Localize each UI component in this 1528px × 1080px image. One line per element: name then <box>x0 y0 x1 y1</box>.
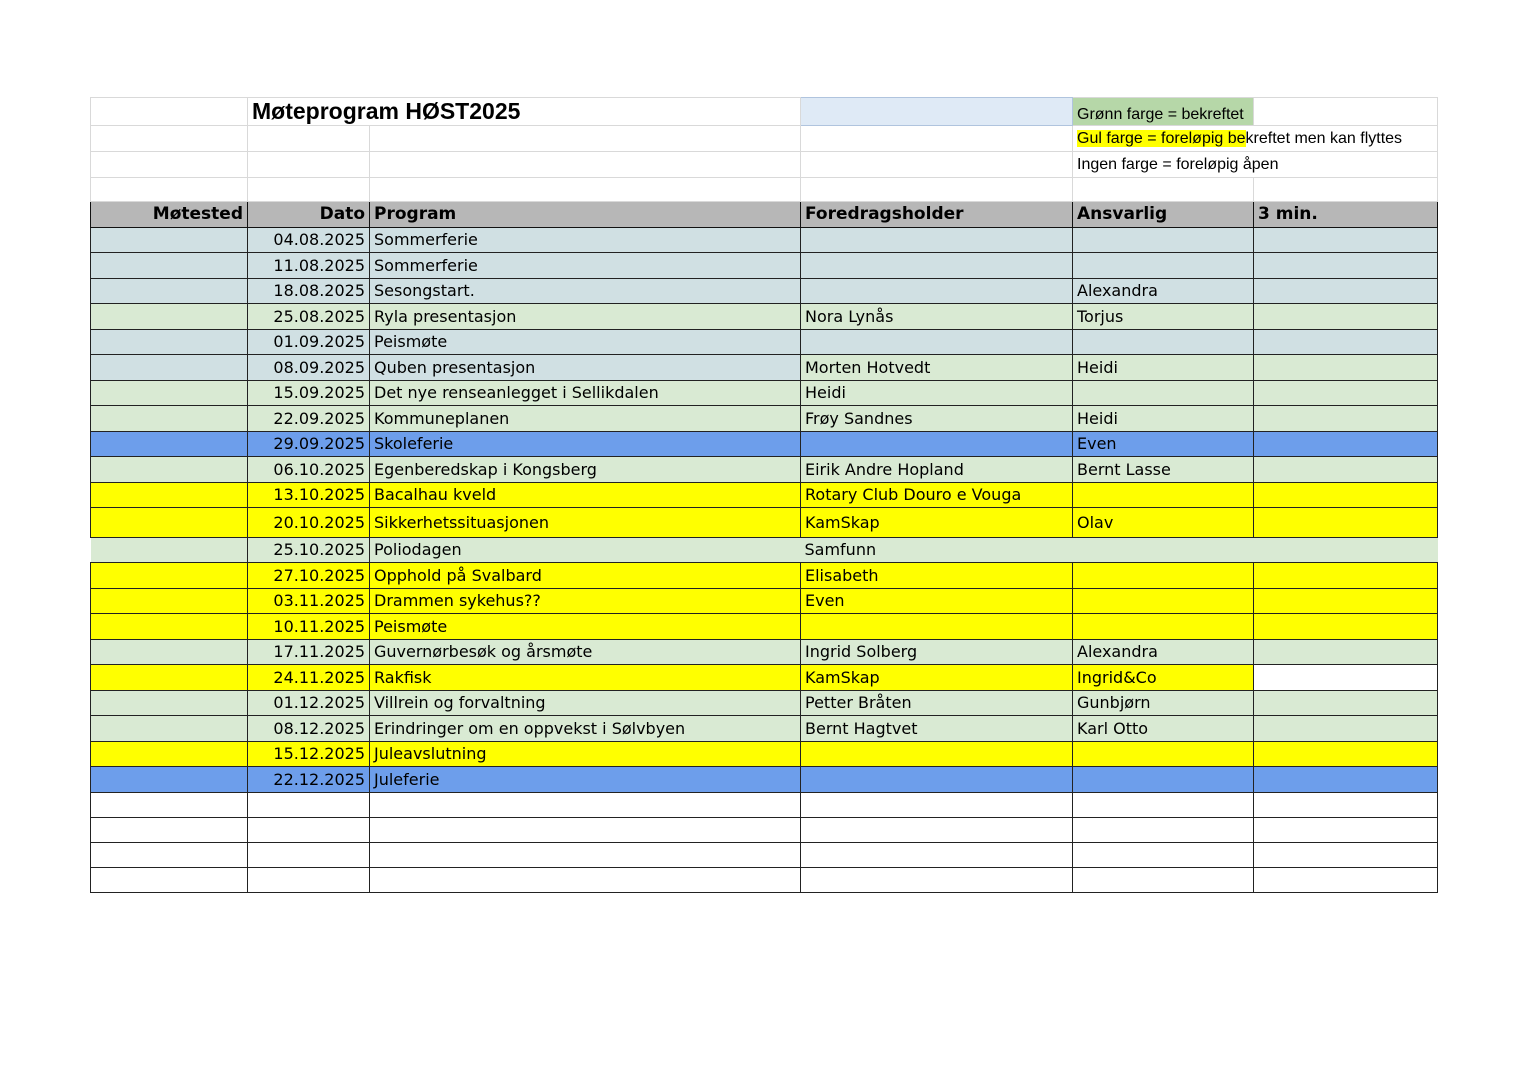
table-row <box>91 508 1438 538</box>
cell-3min[interactable] <box>1254 432 1438 457</box>
cell[interactable] <box>801 152 1073 178</box>
cell[interactable] <box>91 793 248 818</box>
cell[interactable] <box>370 152 801 178</box>
cell-program[interactable]: Peismøte <box>370 614 801 640</box>
cell-foredragsholder[interactable] <box>801 253 1073 279</box>
cell-3min[interactable] <box>1254 589 1438 614</box>
cell-motested[interactable] <box>91 563 248 589</box>
cell-dato[interactable]: 17.11.2025 <box>248 640 370 665</box>
cell-ansvarlig[interactable] <box>1073 614 1254 640</box>
cell-ansvarlig[interactable]: Ingrid&Co <box>1073 665 1254 691</box>
legend-yellow[interactable] <box>1073 126 1438 152</box>
cell-ansvarlig[interactable]: Torjus <box>1073 304 1254 330</box>
cell-dato[interactable]: 24.11.2025 <box>248 665 370 691</box>
cell-program[interactable]: Sikkerhetssituasjonen <box>370 508 801 538</box>
cell[interactable] <box>1254 178 1438 202</box>
cell-foredragsholder[interactable] <box>801 279 1073 304</box>
cell-ansvarlig[interactable]: Alexandra <box>1073 640 1254 665</box>
cell-program[interactable]: Egenberedskap i Kongsberg <box>370 457 801 483</box>
cell-program[interactable]: Ryla presentasjon <box>370 304 801 330</box>
cell[interactable] <box>801 126 1073 152</box>
cell-ansvarlig[interactable]: Gunbjørn <box>1073 691 1254 716</box>
cell-3min[interactable] <box>1254 563 1438 589</box>
cell-dato[interactable]: 08.12.2025 <box>248 716 370 742</box>
cell[interactable] <box>1254 818 1438 843</box>
cell[interactable] <box>248 793 370 818</box>
cell[interactable] <box>1073 868 1254 893</box>
cell-foredragsholder[interactable]: Eirik Andre Hopland <box>801 457 1073 483</box>
cell[interactable] <box>248 818 370 843</box>
cell-foredragsholder[interactable] <box>801 742 1073 767</box>
cell-program[interactable]: Rakfisk <box>370 665 801 691</box>
cell-3min[interactable] <box>1254 538 1438 563</box>
cell-foredragsholder[interactable]: Even <box>801 589 1073 614</box>
cell-program[interactable]: Juleferie <box>370 767 801 793</box>
cell-foredragsholder[interactable] <box>801 614 1073 640</box>
cell-foredragsholder[interactable]: Heidi <box>801 381 1073 406</box>
cell-program[interactable]: Juleavslutning <box>370 742 801 767</box>
cell[interactable] <box>801 793 1073 818</box>
table-row <box>91 767 1438 793</box>
table-row <box>91 665 1438 691</box>
table-row <box>91 253 1438 279</box>
cell[interactable] <box>1073 818 1254 843</box>
cell-dato[interactable]: 15.09.2025 <box>248 381 370 406</box>
cell-ansvarlig[interactable]: Karl Otto <box>1073 716 1254 742</box>
cell-dato[interactable]: 18.08.2025 <box>248 279 370 304</box>
cell-3min[interactable] <box>1254 767 1438 793</box>
empty-row <box>91 843 1438 868</box>
cell-motested[interactable] <box>91 665 248 691</box>
cell-motested[interactable] <box>91 691 248 716</box>
cell-3min[interactable] <box>1254 381 1438 406</box>
cell-3min[interactable] <box>1254 228 1438 253</box>
cell-motested[interactable] <box>91 330 248 355</box>
legend-yellow-highlight: Gul farge = foreløpig be <box>1077 129 1246 147</box>
cell-ansvarlig[interactable] <box>1073 381 1254 406</box>
cell-program[interactable]: Skoleferie <box>370 432 801 457</box>
cell-ansvarlig[interactable]: Even <box>1073 432 1254 457</box>
cell-foredragsholder[interactable]: Morten Hotvedt <box>801 355 1073 381</box>
cell[interactable] <box>801 843 1073 868</box>
cell-motested[interactable] <box>91 432 248 457</box>
cell-dato[interactable]: 15.12.2025 <box>248 742 370 767</box>
cell-dato[interactable]: 25.08.2025 <box>248 304 370 330</box>
cell-dato[interactable]: 01.12.2025 <box>248 691 370 716</box>
table-row <box>91 304 1438 330</box>
cell-3min[interactable] <box>1254 457 1438 483</box>
cell-ansvarlig[interactable] <box>1073 742 1254 767</box>
header-program[interactable]: Program <box>370 202 801 228</box>
cell-program[interactable]: Sesongstart. <box>370 279 801 304</box>
selected-cell[interactable] <box>801 98 1073 126</box>
cell-ansvarlig[interactable] <box>1073 483 1254 508</box>
table-row <box>91 432 1438 457</box>
cell-ansvarlig[interactable]: Olav <box>1073 508 1254 538</box>
cell-motested[interactable] <box>91 483 248 508</box>
cell-program[interactable]: Peismøte <box>370 330 801 355</box>
page-title[interactable]: Møteprogram HØST2025 <box>248 98 801 126</box>
cell-foredragsholder[interactable]: Ingrid Solberg <box>801 640 1073 665</box>
table-row <box>91 279 1438 304</box>
cell-3min[interactable] <box>1254 279 1438 304</box>
cell-motested[interactable] <box>91 716 248 742</box>
table-row <box>91 742 1438 767</box>
cell-dato[interactable]: 20.10.2025 <box>248 508 370 538</box>
legend-none[interactable]: Ingen farge = foreløpig åpen <box>1073 152 1438 178</box>
cell-motested[interactable] <box>91 742 248 767</box>
cell-dato[interactable]: 25.10.2025 <box>248 538 370 563</box>
cell[interactable] <box>370 868 801 893</box>
cell-motested[interactable] <box>91 457 248 483</box>
cell-dato[interactable]: 11.08.2025 <box>248 253 370 279</box>
cell-dato[interactable]: 27.10.2025 <box>248 563 370 589</box>
table-row <box>91 381 1438 406</box>
cell-3min[interactable] <box>1254 742 1438 767</box>
cell[interactable] <box>1254 843 1438 868</box>
table-row <box>91 563 1438 589</box>
cell-3min[interactable] <box>1254 691 1438 716</box>
cell-ansvarlig[interactable]: Alexandra <box>1073 279 1254 304</box>
cell[interactable] <box>91 126 248 152</box>
header-3min[interactable]: 3 min. <box>1254 202 1438 228</box>
cell-ansvarlig[interactable] <box>1073 228 1254 253</box>
empty-row <box>91 818 1438 843</box>
cell[interactable] <box>801 868 1073 893</box>
cell-motested[interactable] <box>91 381 248 406</box>
header-foredragsholder[interactable]: Foredragsholder <box>801 202 1073 228</box>
table-row <box>91 406 1438 432</box>
cell-motested[interactable] <box>91 538 248 563</box>
cell-dato[interactable]: 03.11.2025 <box>248 589 370 614</box>
cell[interactable] <box>370 793 801 818</box>
cell-3min[interactable] <box>1254 665 1438 691</box>
cell-motested[interactable] <box>91 253 248 279</box>
cell-ansvarlig[interactable] <box>1073 538 1254 563</box>
cell[interactable] <box>91 98 248 126</box>
table-row <box>91 457 1438 483</box>
cell-ansvarlig[interactable] <box>1073 767 1254 793</box>
cell[interactable] <box>1073 178 1254 202</box>
cell-3min[interactable] <box>1254 640 1438 665</box>
cell[interactable] <box>91 818 248 843</box>
legend-green[interactable]: Grønn farge = bekreftet <box>1073 98 1254 126</box>
cell-program[interactable]: Bacalhau kveld <box>370 483 801 508</box>
table-row <box>91 589 1438 614</box>
cell-dato[interactable]: 22.12.2025 <box>248 767 370 793</box>
cell-motested[interactable] <box>91 355 248 381</box>
cell[interactable] <box>91 178 248 202</box>
cell-foredragsholder[interactable] <box>801 330 1073 355</box>
cell[interactable] <box>248 843 370 868</box>
header-dato[interactable]: Dato <box>248 202 370 228</box>
table-row <box>91 330 1438 355</box>
cell-program[interactable]: Sommerferie <box>370 253 801 279</box>
table-row <box>91 355 1438 381</box>
cell-foredragsholder[interactable]: KamSkap <box>801 665 1073 691</box>
cell[interactable] <box>1254 98 1438 126</box>
cell-foredragsholder[interactable]: Rotary Club Douro e Vouga <box>801 483 1073 508</box>
cell-foredragsholder[interactable]: Elisabeth <box>801 563 1073 589</box>
cell-motested[interactable] <box>91 614 248 640</box>
cell[interactable] <box>370 178 801 202</box>
cell[interactable] <box>1073 843 1254 868</box>
cell-ansvarlig[interactable] <box>1073 563 1254 589</box>
cell-foredragsholder[interactable]: Petter Bråten <box>801 691 1073 716</box>
cell-dato[interactable]: 13.10.2025 <box>248 483 370 508</box>
cell[interactable] <box>801 178 1073 202</box>
cell-foredragsholder[interactable]: Samfunn <box>801 538 1073 563</box>
table-row <box>91 640 1438 665</box>
cell-foredragsholder[interactable]: Nora Lynås <box>801 304 1073 330</box>
cell-program[interactable]: Kommuneplanen <box>370 406 801 432</box>
table-row <box>91 538 1438 563</box>
cell-ansvarlig[interactable] <box>1073 330 1254 355</box>
cell-foredragsholder[interactable] <box>801 228 1073 253</box>
cell[interactable] <box>801 818 1073 843</box>
cell-dato[interactable]: 06.10.2025 <box>248 457 370 483</box>
cell-3min[interactable] <box>1254 614 1438 640</box>
cell-3min[interactable] <box>1254 406 1438 432</box>
table-row <box>91 716 1438 742</box>
header-row <box>91 202 1438 228</box>
cell-3min[interactable] <box>1254 330 1438 355</box>
cell[interactable] <box>370 843 801 868</box>
cell-program[interactable]: Poliodagen <box>370 538 801 563</box>
cell-motested[interactable] <box>91 508 248 538</box>
cell[interactable] <box>248 868 370 893</box>
cell-3min[interactable] <box>1254 253 1438 279</box>
cell[interactable] <box>91 843 248 868</box>
cell-dato[interactable]: 04.08.2025 <box>248 228 370 253</box>
cell-dato[interactable]: 08.09.2025 <box>248 355 370 381</box>
cell[interactable] <box>1254 868 1438 893</box>
cell-foredragsholder[interactable]: KamSkap <box>801 508 1073 538</box>
header-motested[interactable]: Møtested <box>91 202 248 228</box>
cell-foredragsholder[interactable]: Bernt Hagtvet <box>801 716 1073 742</box>
cell-3min[interactable] <box>1254 304 1438 330</box>
cell-motested[interactable] <box>91 640 248 665</box>
cell-foredragsholder[interactable]: Frøy Sandnes <box>801 406 1073 432</box>
cell[interactable] <box>248 126 370 152</box>
table-row <box>91 483 1438 508</box>
empty-row <box>91 868 1438 893</box>
cell-program[interactable]: Quben presentasjon <box>370 355 801 381</box>
cell[interactable] <box>1073 793 1254 818</box>
cell[interactable] <box>91 152 248 178</box>
cell-program[interactable]: Sommerferie <box>370 228 801 253</box>
header-ansvarlig[interactable]: Ansvarlig <box>1073 202 1254 228</box>
schedule-sheet <box>90 97 1438 893</box>
cell-foredragsholder[interactable] <box>801 767 1073 793</box>
table-row <box>91 691 1438 716</box>
cell-motested[interactable] <box>91 228 248 253</box>
cell-ansvarlig[interactable]: Heidi <box>1073 406 1254 432</box>
cell-motested[interactable] <box>91 279 248 304</box>
cell[interactable] <box>1254 793 1438 818</box>
cell-program[interactable]: Drammen sykehus?? <box>370 589 801 614</box>
cell[interactable] <box>370 818 801 843</box>
cell[interactable] <box>248 178 370 202</box>
cell-motested[interactable] <box>91 406 248 432</box>
cell-ansvarlig[interactable]: Heidi <box>1073 355 1254 381</box>
cell-program[interactable]: Guvernørbesøk og årsmøte <box>370 640 801 665</box>
cell-motested[interactable] <box>91 767 248 793</box>
cell-program[interactable]: Villrein og forvaltning <box>370 691 801 716</box>
empty-row <box>91 793 1438 818</box>
cell-foredragsholder[interactable] <box>801 432 1073 457</box>
table-row <box>91 614 1438 640</box>
cell-dato[interactable]: 01.09.2025 <box>248 330 370 355</box>
cell-3min[interactable] <box>1254 716 1438 742</box>
cell-dato[interactable]: 22.09.2025 <box>248 406 370 432</box>
cell-3min[interactable] <box>1254 483 1438 508</box>
cell-dato[interactable]: 10.11.2025 <box>248 614 370 640</box>
legend-yellow-rest: kreftet men kan flyttes <box>1245 129 1403 147</box>
cell-motested[interactable] <box>91 304 248 330</box>
cell-3min[interactable] <box>1254 508 1438 538</box>
cell-program[interactable]: Det nye renseanlegget i Sellikdalen <box>370 381 801 406</box>
cell-motested[interactable] <box>91 589 248 614</box>
cell[interactable] <box>370 126 801 152</box>
cell-ansvarlig[interactable]: Bernt Lasse <box>1073 457 1254 483</box>
cell[interactable] <box>248 152 370 178</box>
cell-dato[interactable]: 29.09.2025 <box>248 432 370 457</box>
cell-program[interactable]: Erindringer om en oppvekst i Sølvbyen <box>370 716 801 742</box>
cell-ansvarlig[interactable] <box>1073 253 1254 279</box>
cell-program[interactable]: Opphold på Svalbard <box>370 563 801 589</box>
cell-3min[interactable] <box>1254 355 1438 381</box>
table-row <box>91 228 1438 253</box>
cell[interactable] <box>91 868 248 893</box>
cell-ansvarlig[interactable] <box>1073 589 1254 614</box>
